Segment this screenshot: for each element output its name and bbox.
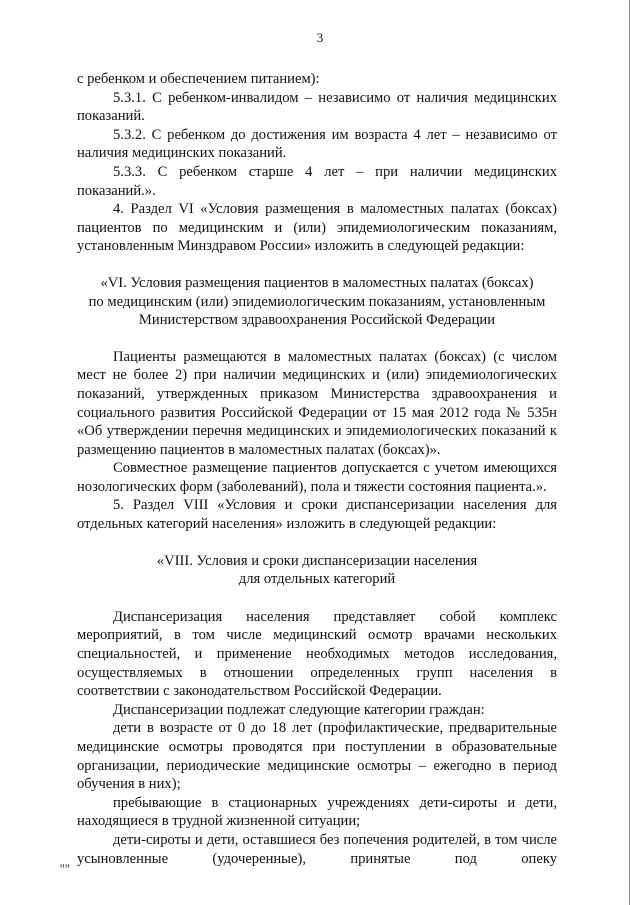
list-item-children: дети в возрасте от 0 до 18 лет (профилактические, предварительные медицинские осмотры проводятся при поступлении в образовательные организации, периодические медицинские осмотры – ежегодно в период обучения в них);: [77, 720, 557, 793]
section-heading-viii-line2: для отдельных категорий: [238, 571, 396, 588]
section-heading-vi-line3: Министерством здравоохранения Российской Федерации: [138, 312, 496, 329]
paragraph-5-3-1: 5.3.1. С ребенком-инвалидом – независимо от наличия медицинских показаний.: [77, 89, 557, 125]
paragraph-categories-intro: Диспансеризации подлежат следующие категории граждан:: [113, 701, 485, 718]
paragraph-item-4: 4. Раздел VI «Условия размещения в маломестных палатах (боксах) пациентов по медицинским и (или) эпидемиологическим показаниям, установленным Минздравом России» изложить в следующей редакции:: [77, 201, 557, 255]
paragraph-5-3-3: 5.3.3. С ребенком старше 4 лет – при наличии медицинских показаний.».: [77, 163, 557, 199]
section-heading-vi-line1: «VI. Условия размещения пациентов в маломестных палатах (боксах): [100, 274, 534, 291]
list-item-orphans-adopted: дети-сироты и дети, оставшиеся без попечения родителей, в том числе усыновленные (удочеренные), принятые под опеку: [77, 831, 557, 867]
section-heading-vi-line2: по медицинским (или) эпидемиологическим показаниям, установленным: [88, 293, 546, 310]
scan-edge-line: [629, 0, 630, 905]
section-heading-viii-line1: «VIII. Условия и сроки диспансеризации населения: [156, 552, 478, 569]
footer-mark: нн: [60, 862, 71, 870]
paragraph-patients-placement: Пациенты размещаются в маломестных палатах (боксах) (с числом мест не более 2) при наличии медицинских и (или) эпидемиологических показаний, утвержденных приказом Министерства здравоохранения и социального развития Российской Федерации от 15 мая 2012 года № 535н «Об утверждении перечня медицинских и эпидемиологических показаний к размещению пациентов в маломестных палатах (боксах)».: [77, 348, 557, 458]
list-item-orphans-institutions: пребывающие в стационарных учреждениях дети-сироты и дети, находящиеся в трудной жизненной ситуации;: [77, 794, 557, 830]
paragraph-dispensarization-definition: Диспансеризация населения представляет собой комплекс мероприятий, в том числе медицинский осмотр врачами нескольких специальностей, и применение необходимых методов исследования, осуществляемых в отношении определенных групп населения в соответствии с законодательством Российской Федерации.: [77, 608, 557, 700]
page-number: 3: [316, 30, 324, 45]
paragraph-continuation: с ребенком и обеспечением питанием):: [77, 71, 320, 87]
paragraph-5-3-2: 5.3.2. С ребенком до достижения им возраста 4 лет – независимо от наличия медицинских показаний.: [77, 126, 557, 162]
paragraph-item-5: 5. Раздел VIII «Условия и сроки диспансеризации населения для отдельных категорий населения» изложить в следующей редакции:: [77, 497, 557, 533]
paragraph-joint-placement: Совместное размещение пациентов допускается с учетом имеющихся нозологических форм (заболеваний), пола и тяжести состояния пациента.».: [77, 460, 557, 495]
document-body: [77, 70, 557, 868]
